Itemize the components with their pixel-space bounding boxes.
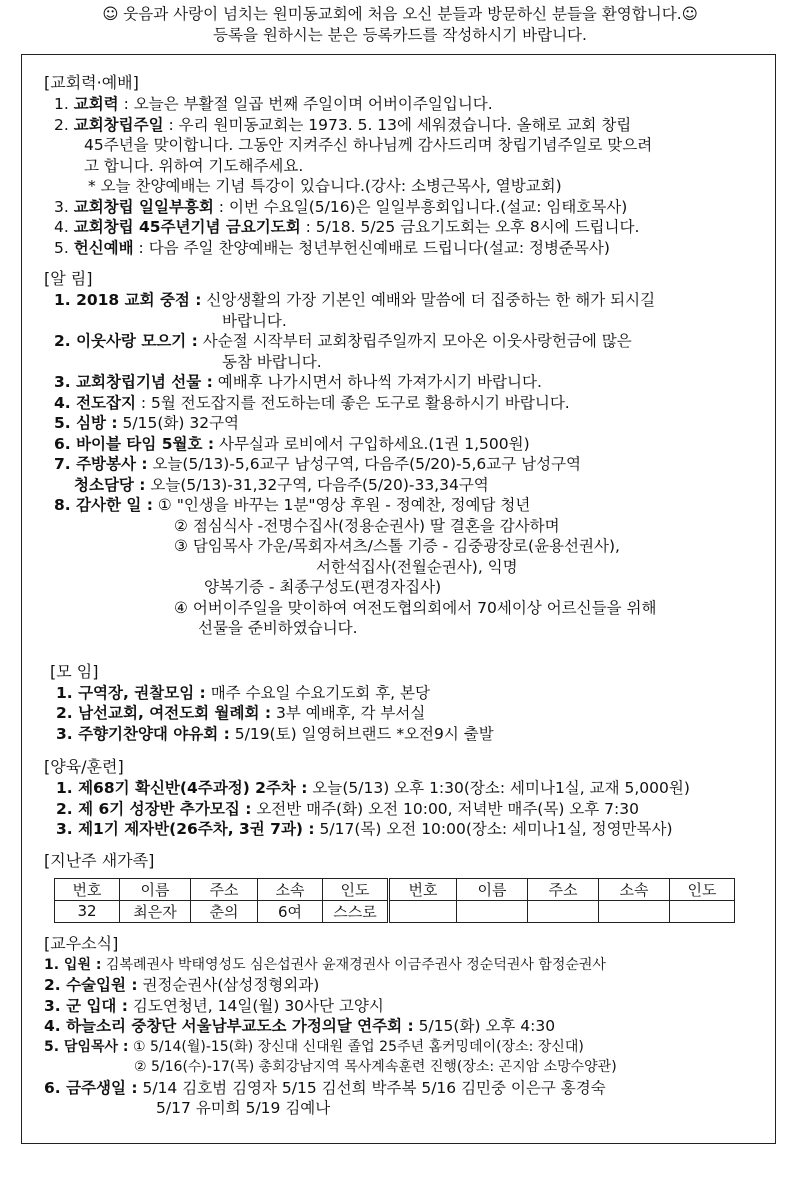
table-cell (457, 900, 528, 922)
table-cell: 스스로 (323, 900, 389, 922)
table-header: 인도 (670, 878, 735, 900)
notice-item-6: 6. 바이블 타임 5월호 : 사무실과 로비에서 구입하세요.(1권 1,500원) (54, 434, 530, 453)
section-title: [알 림] (44, 269, 93, 288)
meeting-item-3: 3. 주향기찬양대 야유회 : 5/19(토) 일영허브랜드 *오전9시 출발 (56, 724, 494, 743)
section-title: [교우소식] (44, 933, 119, 953)
table-header: 인도 (323, 878, 389, 900)
worship-item-3: 3. 교회창립 일일부흥회 : 이번 수요일(5/16)은 일일부흥회입니다.(설교: 임태호목사) (54, 197, 628, 216)
notices-section (44, 268, 764, 639)
training-item-1: 1. 제68기 확신반(4주과정) 2주차 : 오늘(5/13) 오후 1:30(장소: 세미나1실, 교재 5,000원) (56, 779, 690, 797)
section-title: [모 임] (50, 661, 99, 681)
table-header: 소속 (599, 878, 670, 900)
worship-item-2-cont: 고 합니다. 위하여 기도해주세요. (84, 156, 304, 175)
worship-item-1: 1. 교회력 : 오늘은 부활절 일곱 번째 주일이며 어버이주일입니다. (54, 95, 493, 113)
news-item-6: 6. 금주생일 : 5/14 김호범 김영자 5/15 김선희 박주복 5/16 김민중 이은구 홍경숙 (44, 1078, 606, 1097)
meeting-item-2: 2. 남선교회, 여전도회 월례회 : 3부 예배후, 각 부서실 (56, 704, 426, 722)
worship-item-4: 4. 교회창립 45주년기념 금요기도회 : 5/18. 5/25 금요기도회는 오후 8시에 드립니다. (54, 218, 640, 236)
worship-item-2-cont: 45주년을 맞이합니다. 그동안 지켜주신 하나님께 감사드리며 창립기념주일로 맞으려 (84, 136, 653, 154)
table-cell: 춘의 (191, 900, 258, 922)
table-header: 이름 (120, 878, 191, 900)
table-header: 소속 (258, 878, 323, 900)
table-cell (670, 900, 735, 922)
notice-item-8: 8. 감사한 일 : ① "인생을 바꾸는 1분"영상 후원 - 정예찬, 정예담 청년 (54, 496, 531, 514)
news-item-5: 5. 담임목사 : ① 5/14(월)-15(화) 장신대 신대원 졸업 25주년 홈커밍데이(장소: 장신대) (44, 1038, 584, 1055)
table-cell (528, 900, 599, 922)
worship-item-2-note: * 오늘 찬양예배는 기념 특강이 있습니다.(강사: 소병근목사, 열방교회) (88, 177, 562, 195)
worship-section (44, 72, 764, 258)
notice-item-8-d: ④ 어버이주일을 맞이하여 여전도협의회에서 70세이상 어르신들을 위해 (174, 598, 657, 617)
notice-item-2-cont: 동참 바랍니다. (222, 352, 322, 371)
notice-item-1-cont: 바랍니다. (222, 311, 287, 330)
table-cell (599, 900, 670, 922)
notice-item-8-c2: 서한석집사(전월순권사), 익명 (316, 557, 518, 576)
table-header: 주소 (528, 878, 599, 900)
news-item-4: 4. 하늘소리 중창단 서울남부교도소 가정의달 연주회 : 5/15(화) 오후 4:30 (44, 1017, 556, 1035)
worship-item-5: 5. 헌신예배 : 다음 주일 찬양예배는 청년부헌신예배로 드립니다(설교: 정병준목사) (54, 238, 610, 257)
welcome-line: ☺ 웃음과 사랑이 넘치는 원미동교회에 처음 오신 분들과 방문하신 분들을 환영합니다.☺ (102, 5, 698, 23)
table-cell: 최은자 (120, 900, 191, 922)
member-news-section (44, 933, 764, 1119)
notice-item-8-b: ② 점심식사 -전명수집사(정용순권사) 딸 결혼을 감사하며 (174, 516, 560, 535)
meeting-item-1: 1. 구역장, 권찰모임 : 매주 수요일 수요기도회 후, 본당 (56, 683, 430, 702)
news-item-1: 1. 입원 : 김복례권사 박태영성도 심은섭권사 윤재경권사 이금주권사 정순덕권사 함정순권사 (44, 956, 606, 973)
news-item-6-b: 5/17 유미희 5/19 김예나 (156, 1099, 331, 1117)
news-item-5-b: ② 5/16(수)-17(목) 총회강남지역 목사계속훈련 진행(장소: 곤지암 소망수양관) (134, 1059, 617, 1075)
notice-item-4: 4. 전도잡지 : 5월 전도잡지를 전도하는데 좋은 도구로 활용하시기 바랍니다. (54, 393, 570, 412)
notice-item-2: 2. 이웃사랑 모으기 : 사순절 시작부터 교회창립주일까지 모아온 이웃사랑헌금에 많은 (54, 332, 632, 350)
notice-item-7-cleaning: 청소담당 : 오늘(5/13)-31,32구역, 다음주(5/20)-33,34구역 (74, 475, 489, 494)
notice-item-1: 1. 2018 교회 중점 : 신앙생활의 가장 기본인 예배와 말씀에 더 집중하는 한 해가 되시길 (54, 291, 656, 309)
notice-item-8-c: ③ 담임목사 가운/목회자셔츠/스톨 기증 - 김중광장로(윤용선권사), (174, 537, 620, 555)
meetings-section (44, 661, 764, 745)
table-header: 주소 (191, 878, 258, 900)
table-header: 번호 (389, 878, 457, 900)
new-family-section (44, 850, 764, 923)
notice-item-8-c3: 양복기증 - 최종구성도(편경자집사) (204, 578, 442, 596)
worship-item-2: 2. 교회창립주일 : 우리 원미동교회는 1973. 5. 13에 세워졌습니다. 올해로 교회 창립 (54, 115, 632, 134)
training-item-2: 2. 제 6기 성장반 추가모집 : 오전반 매주(화) 오전 10:00, 저녁반 매주(목) 오후 7:30 (56, 799, 639, 818)
welcome-header (0, 4, 800, 46)
notice-item-3: 3. 교회창립기념 선물 : 예배후 나가시면서 하나씩 가져가시기 바랍니다. (54, 373, 542, 391)
table-cell: 32 (55, 900, 120, 922)
new-family-table (54, 878, 735, 923)
notice-item-8-d2: 선물을 준비하였습니다. (198, 619, 358, 637)
notice-item-5: 5. 심방 : 5/15(화) 32구역 (54, 414, 240, 432)
table-row (55, 900, 735, 922)
news-item-3: 3. 군 입대 : 김도연청년, 14일(월) 30사단 고양시 (44, 996, 384, 1015)
section-title: [양육/훈련] (44, 757, 124, 776)
table-header-row (55, 878, 735, 900)
training-section (44, 756, 764, 840)
table-cell: 6여 (258, 900, 323, 922)
section-title: [지난주 새가족] (44, 850, 155, 870)
training-item-3: 3. 제1기 제자반(26주차, 3권 7과) : 5/17(목) 오전 10:00(장소: 세미나1실, 정영만목사) (56, 820, 673, 838)
table-cell (389, 900, 457, 922)
bulletin-content (44, 72, 764, 1119)
table-header: 번호 (55, 878, 120, 900)
registration-line: 등록을 원하시는 분은 등록카드를 작성하시기 바랍니다. (213, 26, 587, 44)
table-header: 이름 (457, 878, 528, 900)
notice-item-7: 7. 주방봉사 : 오늘(5/13)-5,6교구 남성구역, 다음주(5/20)-5,6교구 남성구역 (54, 455, 582, 473)
section-title: [교회력·예배] (44, 73, 139, 92)
news-item-2: 2. 수술입원 : 권정순권사(삼성정형외과) (44, 976, 320, 994)
